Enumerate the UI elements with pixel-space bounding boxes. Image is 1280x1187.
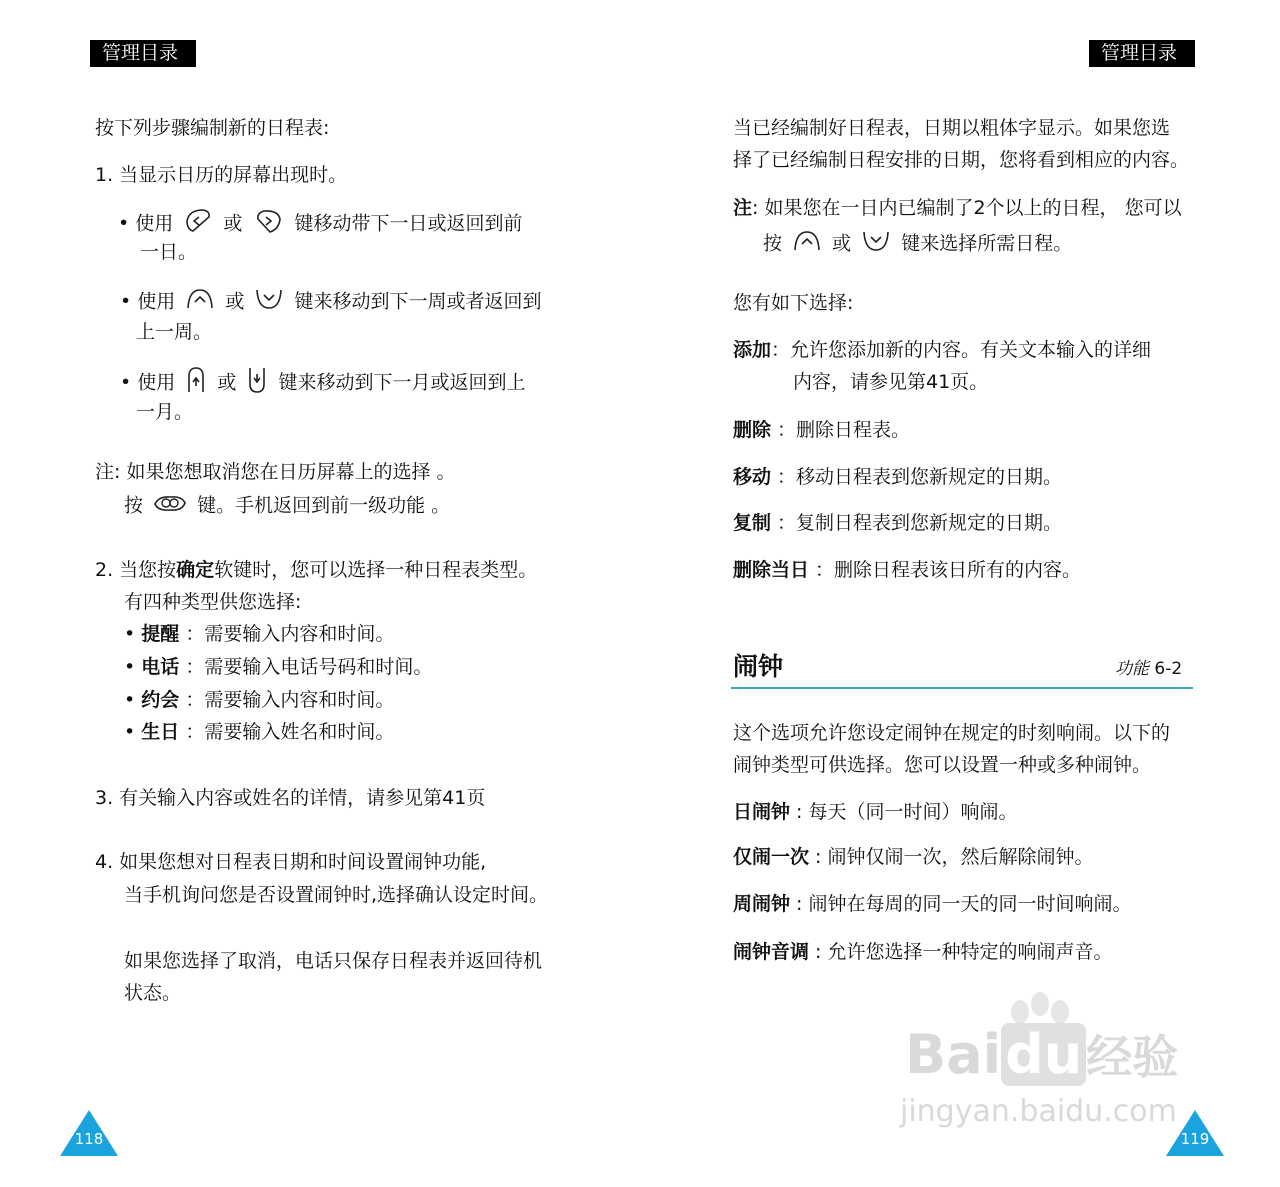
- option-desc: ：删除日程表。: [771, 419, 911, 441]
- type-desc: ：需要输入姓名和时间。: [179, 721, 395, 743]
- type-item: [124, 622, 394, 646]
- alarm-label: 周闹钟: [733, 893, 791, 915]
- option-desc: ：允许您添加新的内容。有关文本输入的详细: [771, 339, 1152, 361]
- bullet-day-or: 或: [223, 212, 243, 235]
- volume-down-key-icon: [246, 366, 268, 400]
- option-desc: ：复制日程表到您新规定的日期。: [771, 512, 1063, 534]
- left-nav-key-icon: [183, 207, 213, 241]
- bullet-day-cont: 一日。: [140, 241, 198, 263]
- watermark-logo-bai: Bai: [905, 1023, 1002, 1086]
- right-para-1-line2: 择了已经编制日程安排的日期，您将看到相应的内容。: [733, 149, 1190, 171]
- alarm-para-line2: 闹钟类型可供选择。您可以设置一种或多种闹钟。: [733, 754, 1152, 776]
- note-cancel-text-a: 按: [124, 494, 144, 517]
- step-4-line3: 如果您选择了取消，电话只保存日程表并返回待机: [124, 950, 543, 972]
- type-item: [124, 655, 432, 679]
- note-cancel-line2: [124, 492, 450, 520]
- alarm-item: [733, 845, 1094, 869]
- right-note-text-a: 按: [763, 232, 783, 255]
- watermark-logo-du: du: [1001, 1023, 1086, 1086]
- bullet-week: [120, 286, 541, 318]
- bullet-month: [120, 366, 525, 400]
- alarm-item: [733, 940, 1113, 964]
- section-title: 闹钟: [733, 652, 784, 681]
- right-note-label: 注: [733, 197, 753, 219]
- type-desc: ：需要输入内容和时间。: [179, 689, 395, 711]
- right-note-text: : 如果您在一日内已编制了2个以上的日程， 您可以: [752, 197, 1182, 219]
- down-key-icon: [254, 286, 284, 318]
- left-header-tab: 管理目录: [90, 40, 196, 67]
- option-item: [733, 418, 910, 442]
- bullet-week-text-a: • 使用: [120, 290, 176, 313]
- watermark-logo-cn: 经验: [1086, 1030, 1179, 1084]
- step-2: [95, 558, 537, 582]
- right-para-1: 当已经编制好日程表，日期以粗体字显示。如果您选: [733, 117, 1171, 139]
- note-cancel: 注: 如果您想取消您在日历屏幕上的选择 。: [95, 461, 456, 483]
- option-label: 添加: [733, 339, 772, 361]
- step-2-text-b: 软键时，您可以选择一种日程表类型。: [214, 559, 538, 581]
- option-desc: ：移动日程表到您新规定的日期。: [771, 466, 1063, 488]
- left-page-number: 118: [74, 1130, 104, 1148]
- up-key-icon: [185, 286, 215, 318]
- type-item: [124, 688, 394, 712]
- alarm-label: 日闹钟: [733, 801, 791, 823]
- option-add-cont: 内容，请参见第41页。: [793, 371, 989, 393]
- function-label: 功能: [1115, 659, 1149, 679]
- watermark-logo: [905, 1025, 1178, 1087]
- step-2-text-a: 2. 当您按: [95, 559, 177, 581]
- bullet-week-cont: 上一周。: [136, 321, 213, 343]
- step-4-line2: 当手机询问您是否设置闹钟时,选择确认设定时间。: [124, 884, 549, 906]
- note-cancel-text-b: 键。手机返回到前一级功能 。: [197, 494, 451, 517]
- step-4-line4: 状态。: [124, 982, 182, 1004]
- option-label: 复制: [733, 512, 772, 534]
- step-2-softkey: 确定: [176, 559, 215, 581]
- bullet-week-or: 或: [225, 290, 245, 313]
- step-4: 4. 如果您想对日程表日期和时间设置闹钟功能,: [95, 851, 487, 873]
- option-label: 移动: [733, 466, 772, 488]
- clear-key-icon: [153, 492, 187, 520]
- type-name: 电话: [141, 656, 180, 678]
- step-2-line2: 有四种类型供您选择:: [124, 591, 302, 613]
- option-label: 删除: [733, 419, 772, 441]
- type-bullet: •: [124, 656, 136, 678]
- type-item: [124, 720, 394, 744]
- alarm-desc: : 允许您选择一种特定的响闹声音。: [809, 941, 1113, 963]
- right-note-text-b: 键来选择所需日程。: [901, 232, 1073, 255]
- section-function-ref: [1115, 657, 1182, 681]
- bullet-day-text-b: 键移动带下一日或返回到前: [294, 212, 523, 235]
- down-key-icon: [861, 228, 891, 260]
- bullet-day: [118, 207, 522, 241]
- alarm-para: 这个选项允许您设定闹钟在规定的时刻响闹。以下的: [733, 722, 1171, 744]
- right-page-number: 119: [1180, 1130, 1210, 1148]
- right-note-line2: [763, 228, 1072, 260]
- type-name: 提醒: [141, 623, 180, 645]
- right-header-tab: 管理目录: [1089, 40, 1195, 67]
- function-number: 6-2: [1149, 659, 1183, 679]
- option-desc: ：删除日程表该日所有的内容。: [809, 559, 1082, 581]
- up-key-icon: [792, 228, 822, 260]
- option-item: [733, 511, 1062, 535]
- bullet-day-text-a: • 使用: [118, 212, 174, 235]
- right-nav-key-icon: [252, 207, 284, 241]
- type-desc: ：需要输入电话号码和时间。: [179, 656, 433, 678]
- alarm-desc: : 闹钟仅闹一次，然后解除闹钟。: [809, 846, 1094, 868]
- alarm-label: 仅闹一次: [733, 846, 810, 868]
- alarm-desc: : 每天（同一时间）响闹。: [790, 801, 1018, 823]
- bullet-month-text-b: 键来移动到下一月或返回到上: [278, 371, 526, 394]
- type-bullet: •: [124, 689, 136, 711]
- step-1: 1. 当显示日历的屏幕出现时。: [95, 164, 348, 186]
- right-note: [733, 196, 1182, 220]
- type-name: 约会: [141, 689, 180, 711]
- left-intro: 按下列步骤编制新的日程表:: [95, 117, 330, 139]
- option-item: [733, 558, 1081, 582]
- bullet-month-or: 或: [217, 371, 237, 394]
- bullet-month-cont: 一月。: [136, 401, 194, 423]
- type-bullet: •: [124, 721, 136, 743]
- alarm-desc: : 闹钟在每周的同一天的同一时间响闹。: [790, 893, 1132, 915]
- step-3: 3. 有关输入内容或姓名的详情，请参见第41页: [95, 787, 486, 809]
- alarm-item: [733, 892, 1132, 916]
- type-desc: ：需要输入内容和时间。: [179, 623, 395, 645]
- option-add: [733, 338, 1151, 362]
- type-name: 生日: [141, 721, 180, 743]
- option-label: 删除当日: [733, 559, 810, 581]
- type-bullet: •: [124, 623, 136, 645]
- volume-up-key-icon: [185, 366, 207, 400]
- right-note-or: 或: [832, 232, 852, 255]
- bullet-month-text-a: • 使用: [120, 371, 176, 394]
- alarm-item: [733, 800, 1018, 824]
- section-rule: [731, 687, 1193, 689]
- watermark-url: jingyan.baidu.com: [900, 1094, 1177, 1129]
- options-intro: 您有如下选择:: [733, 292, 854, 314]
- alarm-label: 闹钟音调: [733, 941, 810, 963]
- option-item: [733, 465, 1062, 489]
- bullet-week-text-b: 键来移动到下一周或者返回到: [294, 290, 542, 313]
